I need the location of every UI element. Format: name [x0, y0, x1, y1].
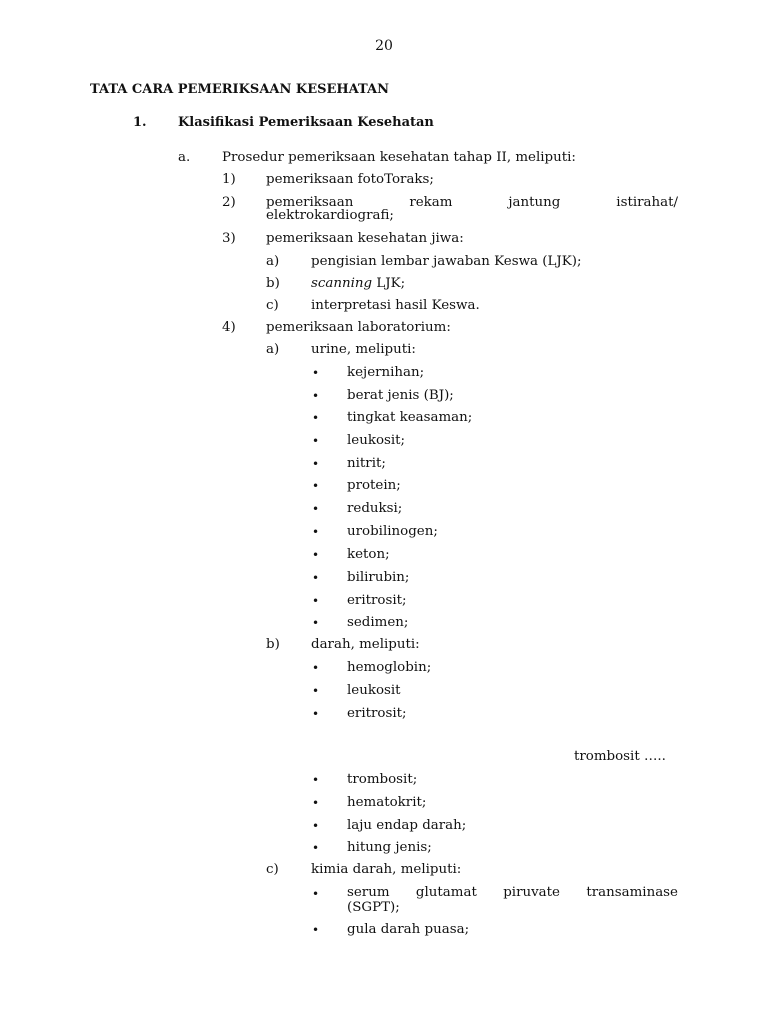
urine-item: protein; — [347, 478, 401, 493]
bullet: • — [312, 389, 320, 403]
bullet: • — [312, 796, 320, 810]
bullet: • — [312, 684, 320, 698]
urine-item: tingkat keasaman; — [347, 410, 473, 425]
item-1-text: pemeriksaan fotoToraks; — [266, 172, 434, 187]
page-number: 20 — [375, 38, 393, 54]
section-title: Klasifikasi Pemeriksaan Kesehatan — [178, 115, 434, 130]
item-2-number: 2) — [222, 195, 236, 210]
bullet: • — [312, 819, 320, 833]
urine-item: keton; — [347, 547, 390, 562]
bullet: • — [312, 594, 320, 608]
darah-item: laju endap darah; — [347, 818, 467, 833]
bullet: • — [312, 773, 320, 787]
item-3b-italic: scanning — [311, 276, 373, 291]
item-2-word: pemeriksaan — [266, 195, 354, 210]
item-3c-label: c) — [266, 298, 279, 313]
urine-item: reduksi; — [347, 501, 403, 516]
bullet: • — [312, 923, 320, 937]
continuation-marker: trombosit ….. — [574, 749, 666, 764]
kimia-word: transaminase — [586, 885, 678, 900]
bullet: • — [312, 616, 320, 630]
item-a-text: Prosedur pemeriksaan kesehatan tahap II, meliputi: — [222, 150, 576, 165]
bullet: • — [312, 366, 320, 380]
urine-item: urobilinogen; — [347, 524, 438, 539]
urine-item: bilirubin; — [347, 570, 410, 585]
bullet: • — [312, 502, 320, 516]
item-3a-text: pengisian lembar jawaban Keswa (LJK); — [311, 254, 582, 269]
bullet: • — [312, 434, 320, 448]
darah-item: eritrosit; — [347, 706, 407, 721]
urine-item: nitrit; — [347, 456, 386, 471]
kimia-item-1-line-2: (SGPT); — [347, 900, 400, 915]
item-4b-label: b) — [266, 637, 280, 652]
urine-item: sedimen; — [347, 615, 409, 630]
item-2-word: istirahat/ — [616, 195, 678, 210]
darah-item: hematokrit; — [347, 795, 427, 810]
darah-item: trombosit; — [347, 772, 418, 787]
item-4-text: pemeriksaan laboratorium: — [266, 320, 451, 335]
item-4a-text: urine, meliputi: — [311, 342, 416, 357]
document-heading: TATA CARA PEMERIKSAAN KESEHATAN — [90, 82, 389, 97]
item-3-text: pemeriksaan kesehatan jiwa: — [266, 231, 464, 246]
darah-item: leukosit — [347, 683, 401, 698]
bullet: • — [312, 571, 320, 585]
item-3b-rest: LJK; — [372, 276, 406, 291]
bullet: • — [312, 661, 320, 675]
kimia-item: gula darah puasa; — [347, 922, 470, 937]
urine-item: kejernihan; — [347, 365, 425, 380]
section-number: 1. — [133, 115, 147, 130]
item-2-word: rekam — [409, 195, 453, 210]
item-4c-text: kimia darah, meliputi: — [311, 862, 462, 877]
bullet: • — [312, 411, 320, 425]
bullet: • — [312, 707, 320, 721]
item-4-number: 4) — [222, 320, 236, 335]
kimia-word: glutamat — [415, 885, 477, 900]
bullet: • — [312, 548, 320, 562]
bullet: • — [312, 479, 320, 493]
darah-item: hemoglobin; — [347, 660, 432, 675]
item-2-word: jantung — [508, 195, 561, 210]
item-4b-text: darah, meliputi: — [311, 637, 420, 652]
urine-item: eritrosit; — [347, 593, 407, 608]
kimia-word: piruvate — [503, 885, 560, 900]
bullet: • — [312, 841, 320, 855]
item-a-label: a. — [178, 150, 191, 165]
item-3b-label: b) — [266, 276, 280, 291]
kimia-word: serum — [347, 885, 390, 900]
item-4a-label: a) — [266, 342, 280, 357]
darah-item: hitung jenis; — [347, 840, 432, 855]
bullet: • — [312, 887, 320, 901]
item-3-number: 3) — [222, 231, 236, 246]
item-3a-label: a) — [266, 254, 280, 269]
urine-item: berat jenis (BJ); — [347, 388, 454, 403]
urine-item: leukosit; — [347, 433, 406, 448]
item-2-line-2: elektrokardiografi; — [266, 208, 394, 223]
item-3b-text — [311, 276, 405, 292]
bullet: • — [312, 525, 320, 539]
item-4c-label: c) — [266, 862, 279, 877]
bullet: • — [312, 457, 320, 471]
item-1-number: 1) — [222, 172, 236, 187]
item-3c-text: interpretasi hasil Keswa. — [311, 298, 480, 313]
kimia-item-1-line-1 — [347, 885, 678, 901]
